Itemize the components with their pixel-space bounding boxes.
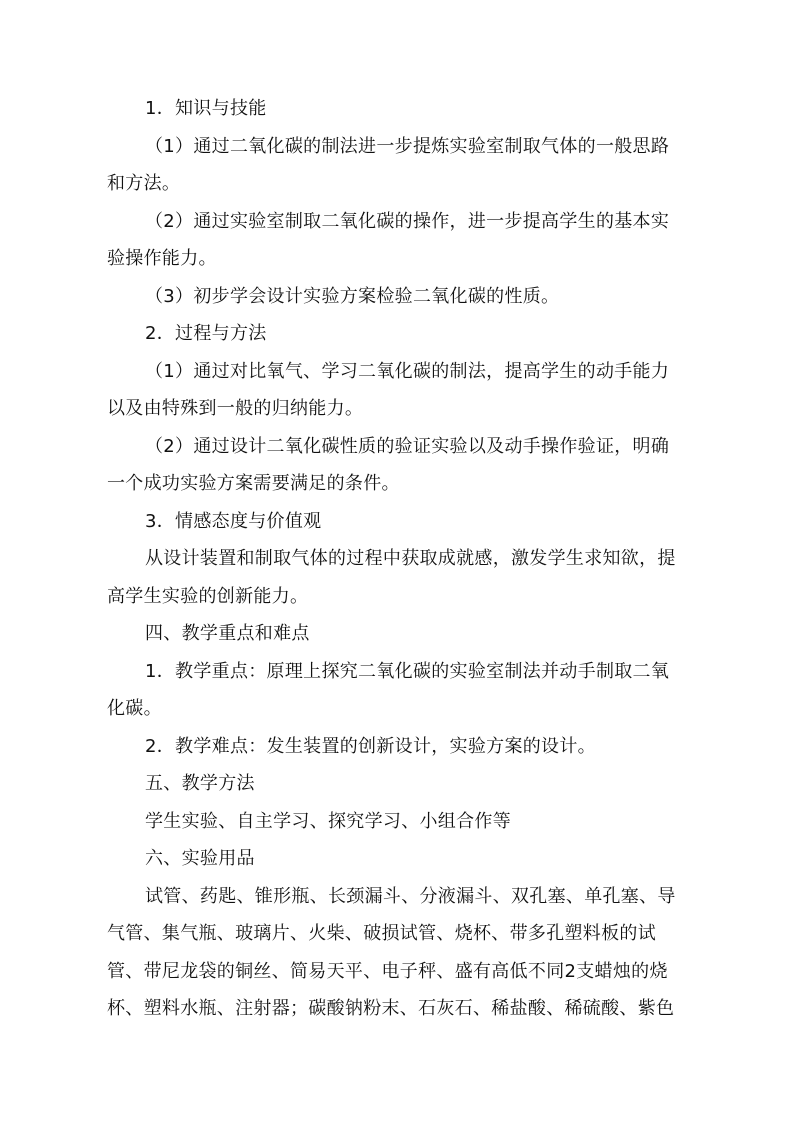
- paragraph-line: 1．教学重点：原理上探究二氧化碳的实验室制法并动手制取二氧: [145, 661, 670, 682]
- paragraph-line: 试管、药匙、锥形瓶、长颈漏斗、分液漏斗、双孔塞、单孔塞、导: [145, 886, 676, 907]
- heading-key-points: 四、教学重点和难点: [145, 623, 310, 644]
- paragraph-line: （2）通过设计二氧化碳性质的验证实验以及动手操作验证，明确: [145, 436, 670, 457]
- paragraph-line: 从设计装置和制取气体的过程中获取成就感，激发学生求知欲，提: [145, 548, 676, 569]
- heading-knowledge-skills: 1．知识与技能: [145, 98, 267, 119]
- paragraph-line: 高学生实验的创新能力。: [107, 586, 309, 607]
- paragraph-line: 杯、塑料水瓶、注射器；碳酸钠粉末、石灰石、稀盐酸、稀硫酸、紫色: [107, 998, 675, 1019]
- paragraph-line: 2．教学难点：发生装置的创新设计，实验方案的设计。: [145, 736, 596, 757]
- paragraph-line: 化碳。: [107, 698, 162, 719]
- heading-attitude-values: 3．情感态度与价值观: [145, 511, 322, 532]
- paragraph-line: 一个成功实验方案需要满足的条件。: [107, 473, 400, 494]
- heading-teaching-method: 五、教学方法: [145, 773, 255, 794]
- heading-lab-supplies: 六、实验用品: [145, 848, 255, 869]
- paragraph-line: 以及由特殊到一般的归纳能力。: [107, 398, 364, 419]
- paragraph-line: （3）初步学会设计实验方案检验二氧化碳的性质。: [145, 286, 560, 307]
- paragraph-line: 验操作能力。: [107, 248, 217, 269]
- heading-process-method: 2．过程与方法: [145, 323, 267, 344]
- paragraph-line: 气管、集气瓶、玻璃片、火柴、破损试管、烧杯、带多孔塑料板的试: [107, 923, 656, 944]
- paragraph-line: （2）通过实验室制取二氧化碳的操作，进一步提高学生的基本实: [145, 211, 670, 232]
- paragraph-line: （1）通过二氧化碳的制法进一步提炼实验室制取气体的一般思路: [145, 136, 670, 157]
- paragraph-line: （1）通过对比氧气、学习二氧化碳的制法，提高学生的动手能力: [145, 361, 670, 382]
- paragraph-line: 和方法。: [107, 173, 181, 194]
- paragraph-line: 学生实验、自主学习、探究学习、小组合作等: [145, 811, 511, 832]
- paragraph-line: 管、带尼龙袋的铜丝、简易天平、电子秤、盛有高低不同2支蜡烛的烧: [107, 961, 668, 982]
